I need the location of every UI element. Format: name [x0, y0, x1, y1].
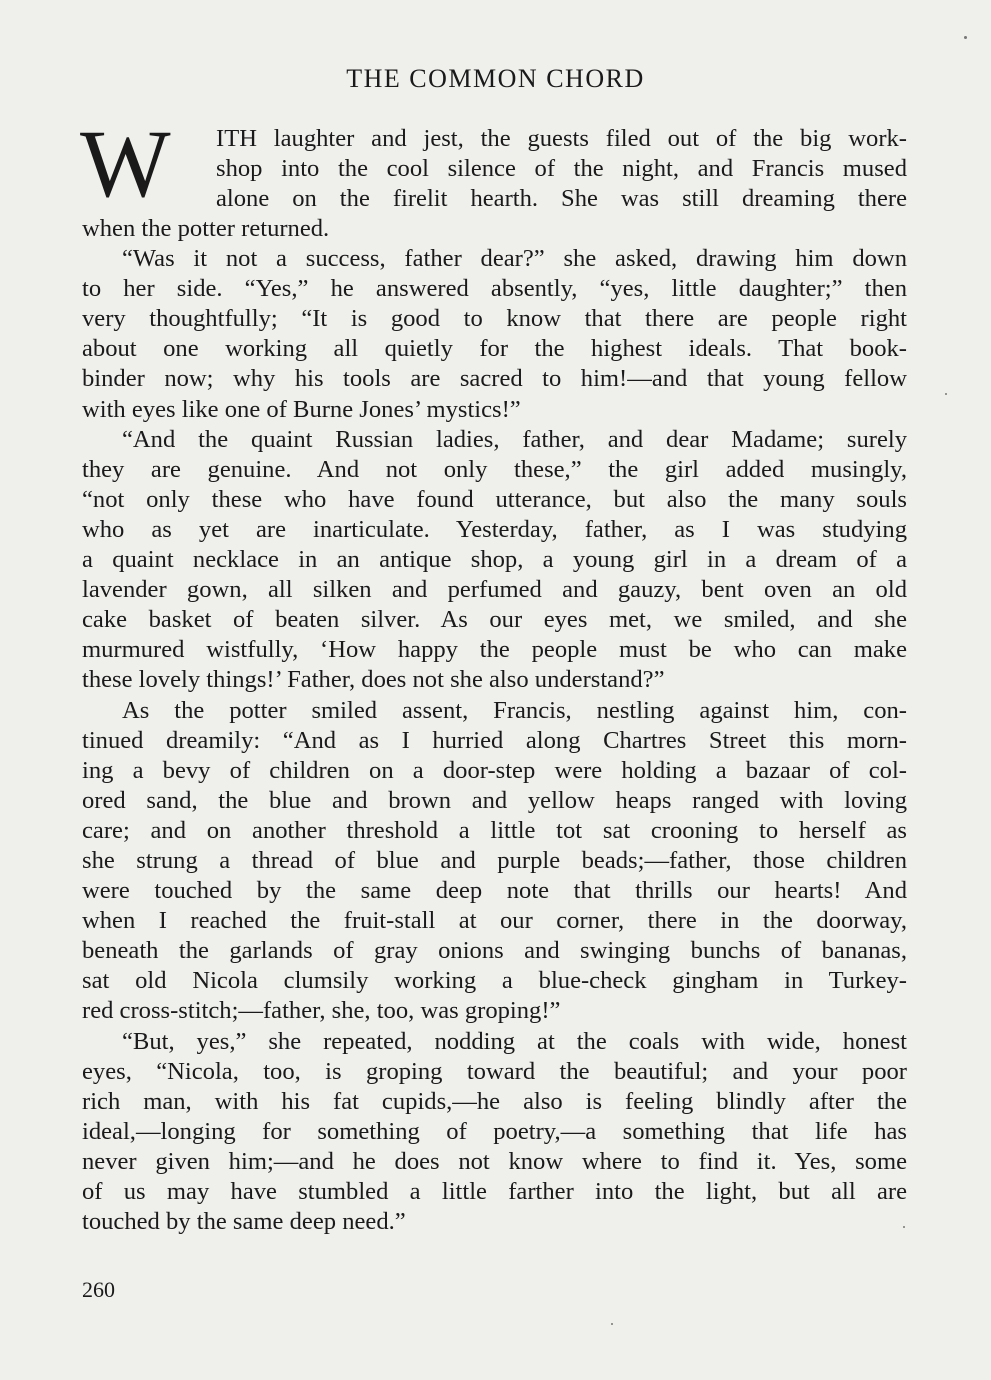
text-line: tinued dreamily: “And as I hurried along Chartres Street this morn-	[82, 726, 907, 754]
text-line: shop into the cool silence of the night, and Francis mused	[216, 155, 907, 183]
body-text	[80, 110, 907, 1237]
text-line: “Was it not a success, father dear?” she asked, drawing him down	[122, 245, 907, 273]
text-line: binder now; why his tools are sacred to him!—and that young fellow	[82, 365, 907, 393]
text-line: beneath the garlands of gray onions and swinging bunchs of bananas,	[82, 937, 907, 965]
text-line: cake basket of beaten silver. As our eyes met, we smiled, and she	[82, 606, 907, 634]
text-line: “And the quaint Russian ladies, father, and dear Madame; surely	[122, 425, 907, 453]
text-line: care; and on another threshold a little tot sat crooning to herself as	[82, 816, 907, 844]
running-head: THE COMMON CHORD	[346, 64, 645, 93]
drop-cap: W	[80, 110, 171, 217]
page-number: 260	[82, 1277, 115, 1302]
paper-speck	[945, 393, 947, 395]
text-line: “not only these who have found utterance, but also the many souls	[82, 485, 907, 513]
text-line: when the potter returned.	[82, 215, 330, 242]
text-line: ing a bevy of children on a door-step were holding a bazaar of col-	[82, 756, 907, 784]
text-line: of us may have stumbled a little farther into the light, but all are	[82, 1178, 907, 1205]
text-line: ITH laughter and jest, the guests filed out of the big work-	[216, 125, 907, 152]
text-line: with eyes like one of Burne Jones’ mystics!”	[82, 395, 521, 423]
text-line: “But, yes,” she repeated, nodding at the coals with wide, honest	[122, 1027, 907, 1055]
text-line: when I reached the fruit-stall at our corner, there in the doorway,	[82, 907, 907, 935]
text-line: never given him;—and he does not know where to find it. Yes, some	[82, 1147, 907, 1175]
text-line: As the potter smiled assent, Francis, nestling against him, con-	[122, 696, 907, 724]
text-line: eyes, “Nicola, too, is groping toward the beautiful; and your poor	[82, 1057, 907, 1085]
text-line: about one working all quietly for the highest ideals. That book-	[82, 335, 907, 363]
text-line: were touched by the same deep note that thrills our hearts! And	[82, 877, 907, 905]
text-line: sat old Nicola clumsily working a blue-check gingham in Turkey-	[82, 967, 907, 995]
text-line: rich man, with his fat cupids,—he also is feeling blindly after the	[82, 1087, 907, 1115]
first-paragraph-opening	[80, 110, 907, 217]
text-line: they are genuine. And not only these,” the girl added musingly,	[82, 455, 907, 483]
text-line: ored sand, the blue and brown and yellow heaps ranged with loving	[82, 786, 907, 814]
paper-speck	[964, 36, 967, 39]
text-line: very thoughtfully; “It is good to know that there are people right	[82, 305, 907, 333]
text-line: a quaint necklace in an antique shop, a young girl in a dream of a	[82, 546, 907, 574]
text-line: alone on the firelit hearth. She was still dreaming there	[216, 185, 907, 213]
paper-speck	[903, 1226, 905, 1228]
paper-speck	[611, 1323, 613, 1325]
text-line: touched by the same deep need.”	[82, 1208, 406, 1236]
text-line: to her side. “Yes,” he answered absently, “yes, little daughter;” then	[82, 275, 907, 303]
text-line: lavender gown, all silken and perfumed and gauzy, bent oven an old	[82, 576, 907, 604]
text-line: who as yet are inarticulate. Yesterday, father, as I was studying	[82, 515, 907, 543]
drop-cap-lines	[216, 124, 907, 214]
text-line: red cross-stitch;—father, she, too, was groping!”	[82, 997, 561, 1025]
text-line: ideal,—longing for something of poetry,—a something that life has	[82, 1117, 907, 1145]
text-line: murmured wistfully, ‘How happy the people must be who can make	[82, 636, 907, 664]
text-line: these lovely things!’ Father, does not she also understand?”	[82, 666, 665, 694]
text-line: she strung a thread of blue and purple beads;—father, those children	[82, 846, 907, 874]
